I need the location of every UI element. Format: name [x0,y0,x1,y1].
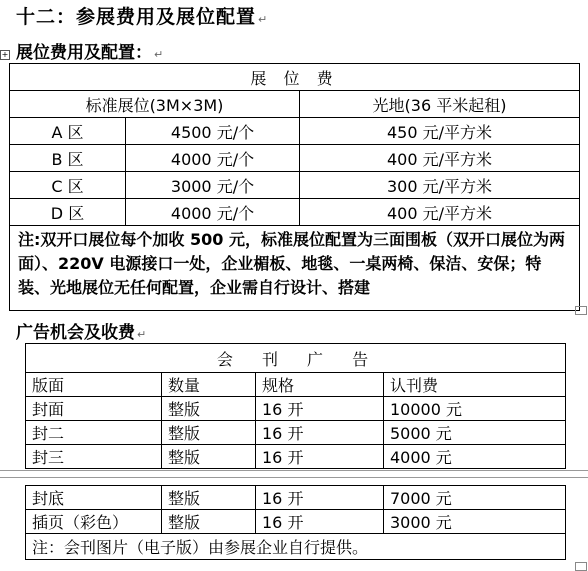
zone-cell: D 区 [10,199,126,226]
ads-note: 注：会刊图片（电子版）由参展企业自行提供。 [26,534,566,560]
zone-cell: A 区 [10,118,126,145]
ad-cell: 10000 元 [384,397,566,421]
ad-cell: 封三 [26,445,162,469]
table-row [26,445,566,469]
table-row [10,118,580,145]
ad-cell: 7000 元 [384,486,566,510]
col-header-standard: 标准展位(3M×3M) [10,91,300,118]
table-row [10,226,580,311]
zone-cell: C 区 [10,172,126,199]
table-row [10,172,580,199]
ads-table-continued [25,485,566,560]
table-row [10,91,580,118]
booth-subheading: 展位费用及配置： ↵ [16,43,164,63]
standard-price-cell: 3000 元/个 [126,172,300,199]
ad-cell: 4000 元 [384,445,566,469]
header-cell: 认刊费 [384,373,566,397]
table-row [10,199,580,226]
ads-heading: 广告机会及收费 ↵ [16,323,147,343]
header-cell: 规格 [256,373,384,397]
booth-fee-title: 展 位 费 [10,64,580,91]
ad-cell: 5000 元 [384,421,566,445]
ad-cell: 整版 [162,486,256,510]
standard-price-cell: 4000 元/个 [126,199,300,226]
space-price-cell: 400 元/平方米 [300,145,580,172]
row-resize-handle-icon[interactable] [575,306,587,315]
ad-cell: 16 开 [256,510,384,534]
header-cell: 数量 [162,373,256,397]
space-price-cell: 450 元/平方米 [300,118,580,145]
ad-cell: 16 开 [256,486,384,510]
booth-note: 注:双开口展位每个加收 500 元，标准展位配置为三面围板（双开口展位为两面）、220V 电源接口一处，企业楣板、地毯、一桌两椅、保洁、安保；特装、光地展位无任何配置，企业需自行设计、搭建 [10,226,580,311]
table-row [10,64,580,91]
page-break-divider [0,470,588,478]
table-row [26,534,566,560]
table-move-handle-icon[interactable]: + [1,50,9,59]
zone-cell: B 区 [10,145,126,172]
header-cell: 版面 [26,373,162,397]
table-row [26,421,566,445]
booth-fee-table [9,63,580,311]
table-row [10,145,580,172]
ad-cell: 封二 [26,421,162,445]
ad-cell: 封底 [26,486,162,510]
table-row [26,397,566,421]
table-row [26,373,566,397]
row-resize-handle-icon[interactable] [575,562,587,571]
table-row [26,510,566,534]
ad-cell: 整版 [162,421,256,445]
section-heading: 十二：参展费用及展位配置 ↵ [16,6,269,28]
ad-cell: 整版 [162,510,256,534]
ad-cell: 3000 元 [384,510,566,534]
space-price-cell: 300 元/平方米 [300,172,580,199]
col-header-space: 光地(36 平米起租) [300,91,580,118]
ad-cell: 整版 [162,445,256,469]
ad-cell: 16 开 [256,397,384,421]
ad-cell: 封面 [26,397,162,421]
table-row [26,344,566,373]
ad-cell: 16 开 [256,445,384,469]
ad-cell: 整版 [162,397,256,421]
standard-price-cell: 4500 元/个 [126,118,300,145]
space-price-cell: 400 元/平方米 [300,199,580,226]
table-row [26,486,566,510]
ad-cell: 插页（彩色） [26,510,162,534]
ads-table [25,343,566,469]
standard-price-cell: 4000 元/个 [126,145,300,172]
ads-title: 会 刊 广 告 [26,344,566,373]
ad-cell: 16 开 [256,421,384,445]
